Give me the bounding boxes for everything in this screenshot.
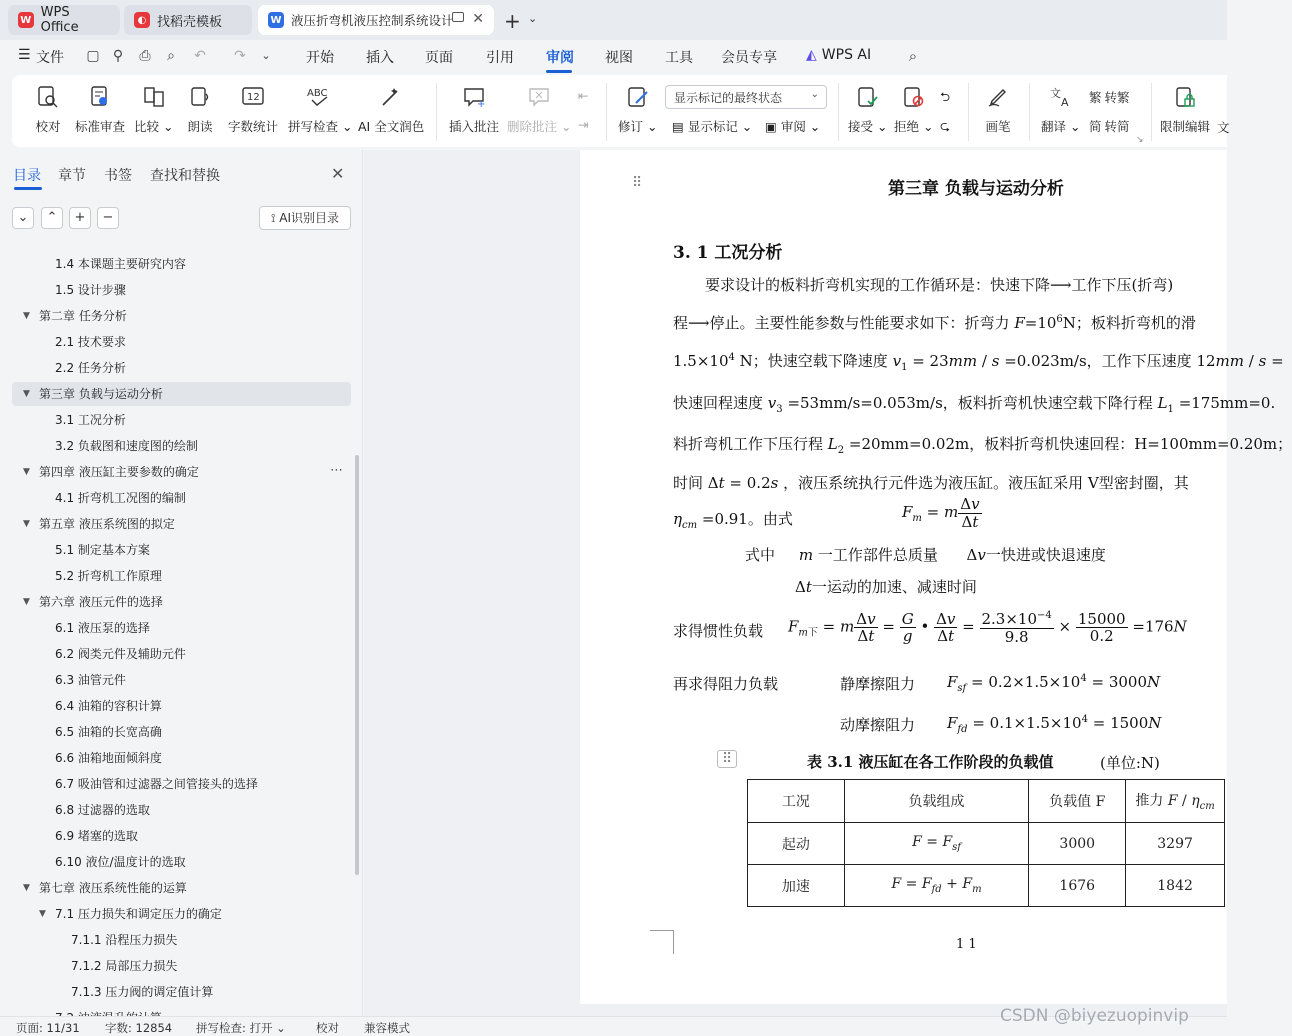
- toc-item[interactable]: [12, 980, 351, 1004]
- toc-item-label: 6.7 吸油管和过滤器之间管接头的选择: [55, 777, 258, 791]
- more-options-icon[interactable]: ⋯: [330, 463, 343, 478]
- next-change-icon[interactable]: ⮎: [940, 118, 951, 133]
- load-table[interactable]: [747, 779, 1225, 907]
- toc-item-label: 7.1.3 压力阀的调定值计算: [71, 985, 214, 999]
- delete-comment-button: [507, 83, 571, 141]
- proofread-label: 校对: [35, 119, 61, 134]
- pen-icon: [984, 83, 1012, 111]
- share-icon[interactable]: ⚲: [112, 48, 124, 64]
- toc-item[interactable]: [12, 460, 351, 484]
- toc-item[interactable]: [12, 850, 351, 874]
- menu-member[interactable]: 会员专享: [721, 50, 777, 66]
- toc-item[interactable]: [12, 668, 351, 692]
- toc-item[interactable]: [12, 434, 351, 458]
- inertia-load-label: 求得惯性负载: [673, 622, 764, 640]
- tab-find-replace[interactable]: 查找和替换: [150, 168, 220, 184]
- toc-item[interactable]: [12, 538, 351, 562]
- toc-item-label: 3.1 工况分析: [55, 413, 126, 427]
- toc-item-label: 3.2 负载图和速度图的绘制: [55, 439, 198, 453]
- paragraph-line: 要求设计的板料折弯机实现的工作循环是：快速下降⟶工作下压(折弯): [705, 276, 1174, 294]
- toc-item-label: 第七章 液压系统性能的运算: [39, 881, 187, 895]
- ribbon-divider: [1151, 83, 1152, 141]
- toc-item[interactable]: [12, 512, 351, 536]
- wps-ai-icon: ◭: [806, 47, 817, 63]
- toc-item[interactable]: [12, 356, 351, 380]
- docer-logo-icon: ◐: [134, 12, 150, 28]
- drag-handle-icon[interactable]: ⠿: [632, 175, 643, 191]
- toc-item[interactable]: [12, 382, 351, 406]
- toc-item-label: 1.5 设计步骤: [55, 283, 126, 297]
- table-cell: 加速: [748, 865, 845, 907]
- formula-fm: $F_m = m$ $\frac{\Delta v}{\Delta t}$: [902, 495, 980, 531]
- toc-item-label: 7.1.2 局部压力损失: [71, 959, 178, 973]
- page-corner-mark: [650, 930, 674, 954]
- table-cell: 1676: [1029, 865, 1126, 907]
- add-tab-icon[interactable]: +: [504, 9, 521, 33]
- accept-label: 接受 ⌄: [848, 119, 888, 134]
- menu-page[interactable]: 页面: [425, 50, 453, 66]
- chevron-down-icon: ⌄: [810, 89, 819, 100]
- dynamic-friction-label: 动摩擦阻力: [840, 716, 916, 734]
- print-icon[interactable]: ⎙: [139, 48, 151, 64]
- truncated-ribbon-label: 文: [1217, 120, 1230, 135]
- expand-arrow-icon[interactable]: ▼: [23, 597, 30, 607]
- reject-button[interactable]: [894, 83, 933, 141]
- table-handle-icon[interactable]: ⠿: [717, 750, 737, 768]
- toc-item-label: 第六章 液压元件的选择: [39, 595, 163, 609]
- toc-item-label: 第三章 负载与运动分析: [39, 387, 163, 401]
- formula-inertia: $F_{m下} = m$ $\frac{\Delta v}{\Delta t}$ = $\frac{G}{g}$ • $\frac{\Delta v}{\Delta t}$ = $\frac{2.3\times 10^{-4}}{9.8}$ × $\frac{15000}{0.2}$ =176N: [788, 609, 1187, 646]
- delete-comment-label: 删除批注 ⌄: [507, 119, 572, 134]
- close-icon[interactable]: ✕: [472, 11, 484, 27]
- chevron-down-icon[interactable]: ⌄: [261, 49, 271, 62]
- delete-comment-icon: [525, 83, 553, 111]
- paragraph-line: 料折弯机工作下压行程 $L_2 =20mm=0.02m$，板料折弯机快速回程：H=100mm=0.20m；: [673, 435, 1292, 456]
- expand-arrow-icon[interactable]: ▼: [23, 389, 30, 399]
- toc-item-label: 2.1 技术要求: [55, 335, 126, 349]
- toc-item[interactable]: [12, 928, 351, 952]
- toc-item-label: 6.10 液位/温度计的选取: [55, 855, 186, 869]
- chapter-title: 第三章 负载与运动分析: [888, 179, 1064, 199]
- table-header: 负载组成: [844, 780, 1029, 823]
- menu-home[interactable]: 开始: [306, 50, 334, 66]
- toc-item[interactable]: [12, 720, 351, 744]
- formula-legend: Δt一运动的加速、减速时间: [795, 578, 977, 596]
- speaker-icon: [186, 83, 214, 111]
- pen-label: 画笔: [985, 119, 1011, 134]
- table-cell: 3000: [1029, 823, 1126, 865]
- toc-item[interactable]: [12, 590, 351, 614]
- tab-bar: [0, 0, 1227, 40]
- toc-item[interactable]: [12, 616, 351, 640]
- ribbon-divider: [436, 83, 437, 141]
- toc-item[interactable]: [12, 824, 351, 848]
- expand-arrow-icon[interactable]: ▼: [23, 883, 30, 893]
- document-area: [364, 150, 1292, 1016]
- table-cell: 3297: [1126, 823, 1225, 865]
- ai-polish-button[interactable]: [358, 83, 424, 141]
- proofread-button[interactable]: [34, 83, 62, 141]
- svg-text:A: A: [1060, 96, 1069, 109]
- expand-arrow-icon[interactable]: ▼: [23, 311, 30, 321]
- restrict-edit-button[interactable]: [1160, 83, 1210, 141]
- review-pane-button[interactable]: ▣ 审阅 ⌄: [765, 118, 821, 134]
- toc-item-label: 1.4 本课题主要研究内容: [55, 257, 186, 271]
- chevron-down-icon[interactable]: ⌄: [528, 12, 538, 25]
- remove-heading-button[interactable]: −: [97, 207, 119, 229]
- toc-item[interactable]: [12, 772, 351, 796]
- ribbon-toolbar: [12, 75, 1230, 147]
- proofread-indicator[interactable]: 校对: [316, 1021, 339, 1035]
- word-count-icon: [239, 83, 267, 111]
- menu-review[interactable]: 审阅: [546, 50, 574, 66]
- table-caption: 表 3.1 液压缸在各工作阶段的负载值: [807, 753, 1054, 771]
- toc-item[interactable]: [12, 278, 351, 302]
- spell-check-label: 拼写检查 ⌄: [288, 119, 353, 134]
- toc-item-label: 5.2 折弯机工作原理: [55, 569, 162, 583]
- next-comment-icon: ⇥: [578, 117, 589, 132]
- toc-item-label: 4.1 折弯机工况图的编制: [55, 491, 186, 505]
- toc-item[interactable]: [12, 330, 351, 354]
- tab-label: WPS Office: [40, 5, 79, 35]
- simplified-icon: 简: [1089, 119, 1102, 134]
- undo-icon[interactable]: ↶: [194, 48, 206, 64]
- toc-item-label: 2.2 任务分析: [55, 361, 126, 375]
- paragraph-line: 快速回程速度 $v_3 =53mm/s=0.053m/s$，板料折弯机快速空载下降行程 $L_1 =175mm=0$.: [673, 394, 1276, 415]
- svg-text:+: +: [477, 99, 486, 110]
- toc-item-label: 6.5 油箱的长宽高确: [55, 725, 162, 739]
- menu-tools[interactable]: 工具: [665, 50, 693, 66]
- toc-item[interactable]: [12, 694, 351, 718]
- svg-text:文: 文: [1049, 87, 1061, 100]
- display-mode-value: 显示标记的最终状态: [674, 91, 783, 105]
- spell-check-button[interactable]: [288, 83, 352, 141]
- section-title: 3. 1 工况分析: [673, 243, 783, 263]
- prev-comment-icon: ⇤: [578, 88, 589, 103]
- toc-item-label: 6.2 阀类元件及辅助元件: [55, 647, 186, 661]
- static-friction-label: 静摩擦阻力: [840, 675, 916, 693]
- to-traditional-button[interactable]: 繁 转繁: [1089, 90, 1130, 105]
- to-simplified-button[interactable]: 简 转简: [1089, 119, 1130, 134]
- toc-item-label: 7.1.1 沿程压力损失: [71, 933, 178, 947]
- compare-button[interactable]: [134, 83, 173, 141]
- translate-label: 翻译 ⌄: [1041, 119, 1081, 134]
- word-count-label: 字数统计: [228, 119, 279, 134]
- table-header: 工况: [748, 780, 845, 823]
- formula-static: $F_{sf} = 0.2\times 1.5\times 10^4 = 3000N$: [947, 673, 1161, 694]
- redo-icon[interactable]: ↷: [234, 48, 246, 64]
- menu-bar: [0, 40, 1227, 72]
- toc-item[interactable]: [12, 408, 351, 432]
- toc-item-label: 第二章 任务分析: [39, 309, 127, 323]
- table-unit: (单位:N): [1100, 754, 1160, 772]
- save-icon[interactable]: ▢: [86, 48, 100, 64]
- display-mode-select[interactable]: [665, 85, 827, 109]
- magic-wand-icon: [377, 83, 405, 111]
- toc-list: [0, 250, 355, 1016]
- lock-doc-icon: [1171, 83, 1199, 111]
- ribbon-divider: [1029, 83, 1030, 141]
- prev-change-icon[interactable]: ⮌: [940, 89, 951, 104]
- tab-bookmarks[interactable]: 书签: [104, 168, 132, 184]
- tab-wps-office[interactable]: [8, 5, 120, 35]
- page-number: 1 1: [956, 937, 977, 952]
- restrict-edit-label: 限制编辑: [1160, 119, 1211, 134]
- menu-file[interactable]: 文件: [36, 50, 64, 66]
- paragraph-line: 时间 Δt = 0.2s ，液压系统执行元件选为液压缸。液压缸采用 V型密封圈，其: [673, 474, 1189, 492]
- resistance-load-label: 再求得阻力负载: [673, 675, 779, 693]
- ai-toc-label: AI识别目录: [279, 211, 340, 225]
- toc-item-label: 6.6 油箱地面倾斜度: [55, 751, 162, 765]
- toc-item-label: 5.1 制定基本方案: [55, 543, 150, 557]
- tab-toc[interactable]: 目录: [13, 168, 41, 184]
- print-preview-icon[interactable]: ⌕: [167, 48, 175, 64]
- close-icon[interactable]: ✕: [331, 164, 345, 183]
- insert-comment-label: 插入批注: [449, 119, 500, 134]
- toc-item[interactable]: [12, 746, 351, 770]
- tab-document[interactable]: [258, 5, 494, 35]
- add-heading-button[interactable]: +: [69, 207, 91, 229]
- reject-label: 拒绝 ⌄: [894, 119, 934, 134]
- table-header: 负载值 F: [1029, 780, 1126, 823]
- watermark: CSDN @biyezuopinvip: [1000, 1006, 1189, 1026]
- menu-reference[interactable]: 引用: [486, 50, 514, 66]
- ai-icon: ⟟: [270, 211, 280, 225]
- standard-review-icon: [86, 83, 114, 111]
- standard-review-button[interactable]: [75, 83, 125, 141]
- expand-arrow-icon[interactable]: ▼: [23, 519, 30, 529]
- toc-item-label: 7.1 压力损失和调定压力的确定: [55, 907, 222, 921]
- formula-legend: 式中 m 一工作部件总质量 Δv一快进或快退速度: [745, 546, 1106, 564]
- translate-icon: [1047, 83, 1075, 111]
- table-cell: $F = F_{fd} + F_m$: [844, 865, 1029, 907]
- word-count-button[interactable]: [228, 83, 278, 141]
- ai-polish-label: AI 全文润色: [358, 119, 425, 134]
- wps-ai-label: WPS AI: [821, 47, 872, 63]
- toc-item[interactable]: [12, 642, 351, 666]
- collapse-all-button[interactable]: ⌄: [12, 207, 34, 229]
- toc-item-label: 6.3 油管元件: [55, 673, 126, 687]
- toc-item-label: 6.9 堵塞的选取: [55, 829, 138, 843]
- table-header: 推力 F / $\eta_{cm}$: [1126, 780, 1225, 823]
- ai-toc-button[interactable]: [259, 206, 351, 230]
- paragraph-line: 程⟶停止。主要性能参数与性能要求如下：折弯力 $F=10^6N$；板料折弯机的滑: [673, 314, 1196, 332]
- toc-item[interactable]: [12, 304, 351, 328]
- table-row: [748, 823, 1225, 865]
- arrow-icon: ⟶: [1050, 276, 1072, 294]
- toc-item[interactable]: [12, 564, 351, 588]
- revise-label: 修订 ⌄: [618, 119, 658, 134]
- compare-label: 比较 ⌄: [134, 119, 174, 134]
- read-aloud-button[interactable]: [186, 83, 214, 141]
- compat-mode-indicator: 兼容模式: [364, 1021, 410, 1035]
- proofread-icon: [34, 83, 62, 111]
- ribbon-divider: [606, 83, 607, 141]
- show-markup-button[interactable]: ▤ 显示标记 ⌄: [672, 118, 753, 134]
- revise-icon: [624, 83, 652, 111]
- arrow-icon: ⟶: [688, 314, 710, 332]
- paragraph-line: $\eta_{cm} =0.91$。由式: [673, 510, 793, 531]
- search-icon[interactable]: ⌕: [908, 47, 918, 65]
- reject-icon: [900, 83, 928, 111]
- accept-icon: [854, 83, 882, 111]
- formula-dynamic: $F_{fd} = 0.1\times 1.5\times 10^4 = 1500N$: [947, 714, 1162, 735]
- toc-item-label: 6.4 油箱的容积计算: [55, 699, 162, 713]
- svg-text:ABC: ABC: [307, 88, 328, 99]
- table-cell: 起动: [748, 823, 845, 865]
- hamburger-icon[interactable]: ☰: [18, 47, 31, 63]
- expand-up-button[interactable]: ⌃: [41, 207, 63, 229]
- word-doc-icon: W: [268, 12, 284, 28]
- markup-icon: ▤: [672, 118, 684, 134]
- standard-review-label: 标准审查: [75, 119, 126, 134]
- compare-icon: [140, 83, 168, 111]
- toc-item[interactable]: [12, 798, 351, 822]
- tab-label: 液压折弯机液压控制系统设计: [291, 13, 454, 28]
- menu-insert[interactable]: 插入: [366, 50, 394, 66]
- navigation-panel: [0, 150, 363, 1016]
- toc-item[interactable]: [12, 954, 351, 978]
- toc-item[interactable]: [12, 252, 351, 276]
- toc-item-label: 6.1 液压泵的选择: [55, 621, 150, 635]
- pen-button[interactable]: [984, 83, 1012, 141]
- menu-wps-ai[interactable]: [806, 47, 871, 63]
- svg-text:12: 12: [247, 92, 260, 103]
- review-pane-icon: ▣: [765, 118, 777, 134]
- toc-item[interactable]: [12, 486, 351, 510]
- table-header-row: [748, 780, 1225, 823]
- table-cell: 1842: [1126, 865, 1225, 907]
- toc-item-label: 6.8 过滤器的选取: [55, 803, 150, 817]
- expand-arrow-icon[interactable]: ▼: [39, 909, 46, 919]
- ribbon-divider: [968, 83, 969, 141]
- document-page[interactable]: [580, 150, 1292, 1004]
- read-aloud-label: 朗读: [187, 119, 213, 134]
- translate-button[interactable]: [1041, 83, 1080, 141]
- word-count-indicator[interactable]: 字数: 12854: [105, 1021, 173, 1035]
- tab-label: 找稻壳模板: [157, 14, 223, 30]
- tab-template[interactable]: [124, 5, 252, 35]
- toc-item-label: 第五章 液压系统图的拟定: [39, 517, 175, 531]
- active-menu-indicator: [546, 70, 572, 73]
- insert-comment-button[interactable]: [449, 83, 499, 141]
- paragraph-line: $1.5\times 10^4$ N；快速空载下降速度 $v_1 = 23mm / s =0.023m/s$，工作下压速度 12mm / s =: [673, 352, 1284, 373]
- table-row: [748, 865, 1225, 907]
- table-cell: $F = F_{sf}$: [844, 823, 1029, 865]
- toc-item[interactable]: [12, 902, 351, 926]
- ribbon-divider: [838, 83, 839, 141]
- toc-item-label: 第四章 液压缸主要参数的确定: [39, 465, 199, 479]
- traditional-icon: 繁: [1089, 90, 1102, 105]
- expand-arrow-icon[interactable]: ▼: [23, 467, 30, 477]
- page-indicator[interactable]: 页面: 11/31: [16, 1021, 80, 1035]
- spell-check-indicator[interactable]: 拼写检查: 打开 ⌄: [196, 1021, 286, 1035]
- wps-logo-icon: W: [18, 12, 34, 28]
- toc-item[interactable]: [12, 876, 351, 900]
- revise-button[interactable]: [618, 83, 657, 141]
- toc-scrollbar[interactable]: [355, 455, 359, 875]
- monitor-icon[interactable]: [452, 12, 464, 22]
- menu-view[interactable]: 视图: [605, 50, 633, 66]
- spell-check-icon: [306, 83, 334, 111]
- expand-group-icon[interactable]: ↘: [1136, 135, 1144, 145]
- add-comment-icon: [460, 83, 488, 111]
- tab-sections[interactable]: 章节: [58, 168, 86, 184]
- accept-button[interactable]: [848, 83, 887, 141]
- active-tab-indicator: [14, 187, 42, 190]
